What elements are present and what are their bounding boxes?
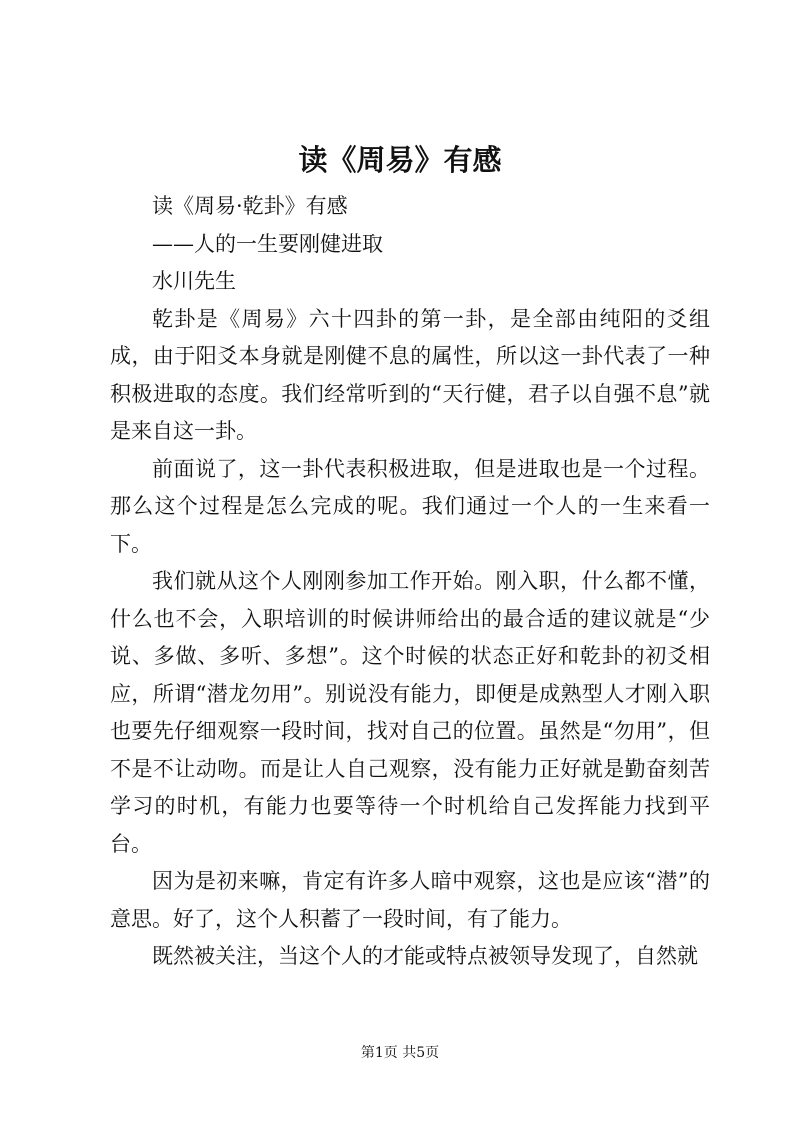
document-title: 读《周易》有感 <box>298 143 502 177</box>
paragraph: 乾卦是《周易》六十四卦的第一卦，是全部由纯阳的爻组成，由于阳爻本身就是刚健不息的属性，所以这一卦代表了一种积极进取的态度。我们经常听到的“天行健，君子以自强不息”就是来自这一卦。 <box>110 306 710 443</box>
paragraph: 因为是初来嘛，肯定有许多人暗中观察，这也是应该“潜”的意思。好了，这个人积蓄了一段时间，有了能力。 <box>110 869 710 931</box>
paragraph: 前面说了，这一卦代表积极进取，但是进取也是一个过程。那么这个过程是怎么完成的呢。我们通过一个人的一生来看一下。 <box>110 456 710 556</box>
paragraph: 既然被关注，当这个人的才能或特点被领导发现了，自然就 <box>152 944 698 968</box>
page-footer: 第1页 共5页 <box>360 1045 440 1061</box>
subtitle: 读《周易·乾卦》有感 <box>152 194 348 218</box>
author: 水川先生 <box>152 269 236 293</box>
document-body <box>110 188 710 976</box>
tagline: ——人的一生要刚健进取 <box>152 231 383 256</box>
paragraph: 我们就从这个人刚刚参加工作开始。刚入职，什么都不懂，什么也不会，入职培训的时候讲师给出的最合适的建议就是“少说、多做、多听、多想”。这个时候的状态正好和乾卦的初爻相应，所谓“潜龙勿用”。别说没有能力，即便是成熟型人才刚入职也要先仔细观察一段时间，找对自己的位置。虽然是“勿用”，但不是不让动吻。而是让人自己观察，没有能力正好就是勤奋刻苦学习的时机，有能力也要等待一个时机给自己发挥能力找到平台。 <box>110 569 710 856</box>
